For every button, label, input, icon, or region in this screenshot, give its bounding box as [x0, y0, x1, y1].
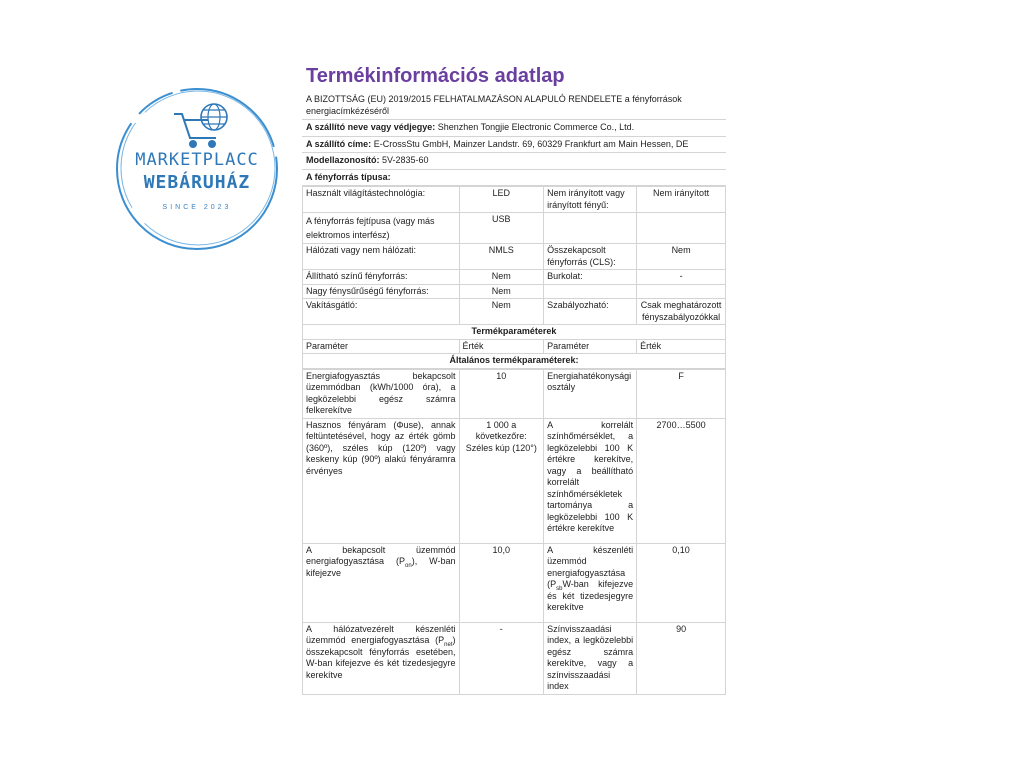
- table-row: Hálózati vagy nem hálózati: NMLS Összekapcsolt fényforrás (CLS): Nem: [303, 244, 726, 270]
- section-heading-row: [303, 354, 726, 369]
- logo-text-line1: MARKETPLACC: [135, 150, 259, 170]
- table-row: A hálózatvezérelt készenléti üzemmód energiafogyasztása $(P_{net})$ összekapcsolt fényforrás esetében, W-ban kifejezve és két tizedesjegyre kerekítve - Színvisszaadási index, a legközelebbi egész számra kerekítve, vagy a színvisszaadási index 90: [303, 622, 726, 694]
- table-row: Energiafogyasztás bekapcsolt üzemmódban (kWh/1000 óra), a legközelebbi egész számra felkerekítve 10 Energiahatékonysági osztály F: [303, 369, 726, 418]
- model-row: [302, 153, 726, 170]
- supplier-value: Shenzhen Tongjie Electronic Commerce Co., Ltd.: [437, 122, 635, 132]
- table-row: Állítható színű fényforrás: Nem Burkolat: -: [303, 270, 726, 285]
- model-value: 5V-2835-60: [382, 155, 429, 165]
- address-label: A szállító címe:: [306, 138, 372, 149]
- params-header-row: Paraméter Érték Paraméter Érték: [303, 339, 726, 354]
- section-heading-row: [303, 325, 726, 340]
- table-row: Hasznos fényáram (Φuse), annak feltüntetésével, hogy az érték gömb (360º), széles kúp (120º) vagy keskeny kúp (90º) alakú fényáramra érvényes 1 000 a következőre: Széles kúp (120°) A korrelált színhőmérséklet, a legközelebbi 100 K értékre kerekítve, vagy a beállítható korrelált színhőmérsékletek tartománya a legközelebbi 100 K értékre kerekítve 2700…5500: [303, 418, 726, 543]
- supplier-label: A szállító neve vagy védjegye:: [306, 122, 436, 132]
- store-logo: [112, 84, 282, 254]
- logo-text-line2: WEBÁRUHÁZ: [143, 172, 251, 193]
- document-title: Termékinformációs adatlap: [306, 65, 565, 87]
- logo-tagline: SINCE 2023: [162, 204, 232, 211]
- table-row: A bekapcsolt üzemmód energiafogyasztása $(P_{on})$, W-ban kifejezve 10,0 A készenléti üzemmód energiafogyasztása ($P_{sb}W$-ban kifejezve és két tizedesjegyre kerekítve 0,10: [303, 543, 726, 622]
- general-params-heading: Általános termékparaméterek:: [303, 354, 726, 369]
- supplier-address-row: [302, 137, 726, 154]
- product-info-sheet: [302, 62, 726, 708]
- product-params-table: [302, 369, 726, 695]
- light-type-heading: A fényforrás típusa:: [302, 170, 726, 187]
- regulation-text: A BIZOTTSÁG (EU) 2019/2015 FELHATALMAZÁSON ALAPULÓ RENDELETE a fényforrások energiacímkézéséről: [302, 92, 726, 120]
- table-row: Nagy fénysűrűségű fényforrás: Nem: [303, 284, 726, 299]
- table-row: A fényforrás fejtípusa (vagy más elektromos interfész) USB: [303, 213, 726, 244]
- table-row: Vakításgátló: Nem Szabályozható: Csak meghatározott fényszabályozókkal: [303, 299, 726, 325]
- table-row: Használt világítástechnológia: LED Nem irányított vagy irányított fényű: Nem irányított: [303, 187, 726, 213]
- params-heading: Termékparaméterek: [303, 325, 726, 340]
- address-value: E-CrossStu GmbH, Mainzer Landstr. 69, 60329 Frankfurt am Main Hessen, DE: [373, 138, 689, 149]
- model-label: Modellazonosító:: [306, 155, 380, 165]
- light-type-table: [302, 186, 726, 369]
- shopping-cart-globe-icon: [174, 104, 227, 147]
- supplier-name-row: [302, 120, 726, 137]
